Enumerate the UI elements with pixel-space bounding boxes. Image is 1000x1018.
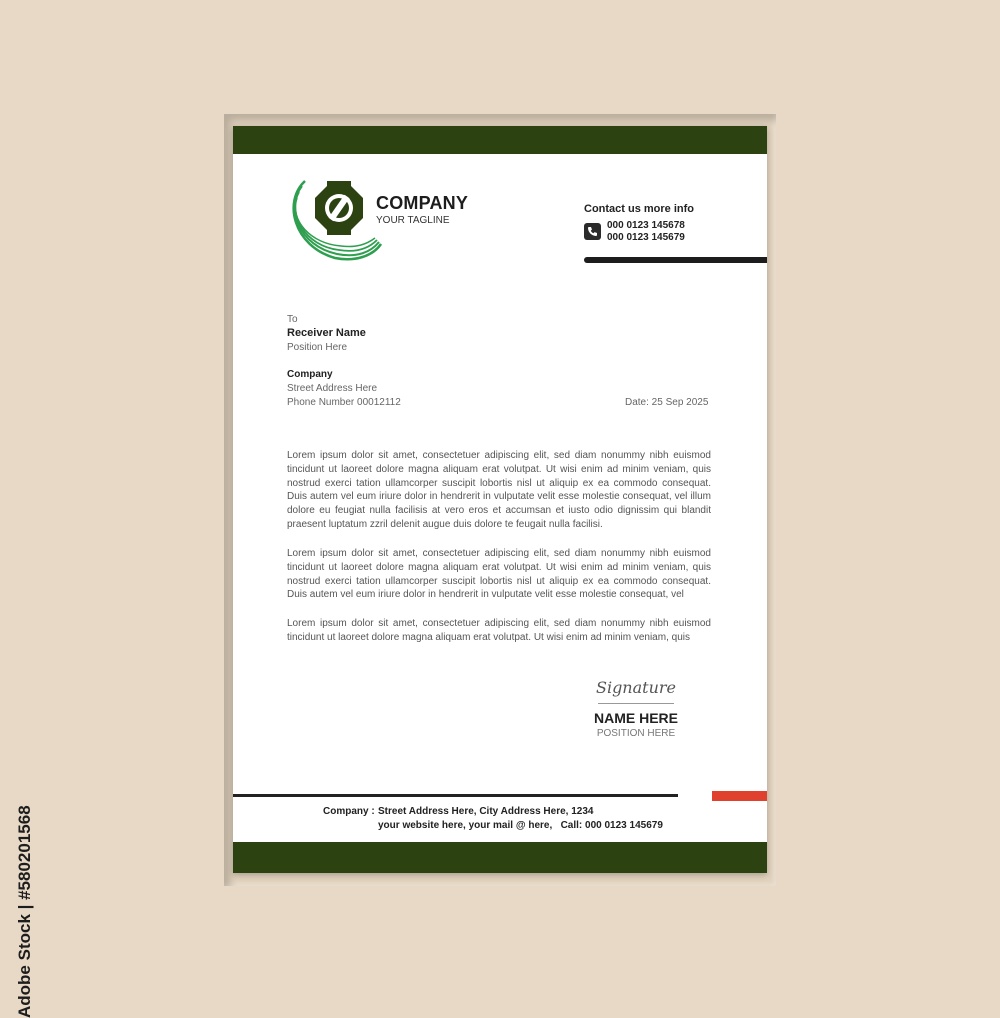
receiver-name: Receiver Name xyxy=(287,327,366,339)
letter-date: Date: 25 Sep 2025 xyxy=(625,397,709,408)
body-paragraph-3: Lorem ipsum dolor sit amet, consectetuer adipiscing elit, sed diam nonummy nibh euismod tincidunt ut laoreet dolore magna aliquam erat volutpat. Ut wisi enim ad minim veniam, quis xyxy=(287,618,711,643)
phone-number-2: 000 0123 145679 xyxy=(607,232,685,243)
signer-name: NAME HERE xyxy=(593,710,678,726)
company-name: COMPANY xyxy=(376,193,469,213)
signer-position: POSITION HERE xyxy=(596,728,676,739)
contact-divider xyxy=(584,257,767,263)
receiver-position: Position Here xyxy=(287,342,348,353)
receiver-street: Street Address Here xyxy=(287,383,378,394)
contact-title: Contact us more info xyxy=(584,203,695,215)
signature-line xyxy=(598,703,674,704)
phone-number-1: 000 0123 145678 xyxy=(607,220,685,231)
footer-accent xyxy=(712,791,767,801)
letterhead-sheet xyxy=(233,126,767,873)
footer-band xyxy=(233,842,767,873)
receiver-phone: Phone Number 00012112 xyxy=(287,397,401,408)
footer-company-label: Company : xyxy=(323,806,375,817)
footer-address: Street Address Here, City Address Here, 1234 xyxy=(378,806,594,817)
company-tagline: YOUR TAGLINE xyxy=(376,215,450,226)
footer-divider xyxy=(233,794,678,797)
signature-script: Signature xyxy=(595,678,676,697)
stock-id-label: Adobe Stock | #580201568 xyxy=(15,805,34,1018)
receiver-company: Company xyxy=(287,369,333,380)
to-label: To xyxy=(287,314,298,325)
company-logo-icon xyxy=(285,176,385,266)
footer-contact: your website here, your mail @ here, Call: 000 0123 145679 xyxy=(378,820,663,831)
phone-icon xyxy=(584,223,601,240)
body-paragraph-1: Lorem ipsum dolor sit amet, consectetuer adipiscing elit, sed diam nonummy nibh euismod tincidunt ut laoreet dolore magna aliquam erat volutpat. Ut wisi enim ad minim veniam, quis nostrud exerci tation ullamcorper suscipit lobortis nisl ut aliquip ex ea commodo consequat. Duis autem vel eum iriure dolor in hendrerit in vulputate velit esse molestie consequat, vel illum dolore eu feugiat nulla facilisis at vero eros et accumsan et iusto odio dignissim qui blandit praesent luptatum zzril delenit augue duis dolore te feugait nulla facilisi. xyxy=(287,450,711,530)
body-paragraph-2: Lorem ipsum dolor sit amet, consectetuer adipiscing elit, sed diam nonummy nibh euismod tincidunt ut laoreet dolore magna aliquam erat volutpat. Ut wisi enim ad minim veniam, quis nostrud exerci tation ullamcorper suscipit lobortis nisl ut aliquip ex ea commodo consequat. Duis autem vel eum iriure dolor in hendrerit in vulputate velit esse molestie consequat, vel xyxy=(287,548,711,601)
header-band xyxy=(233,126,767,154)
